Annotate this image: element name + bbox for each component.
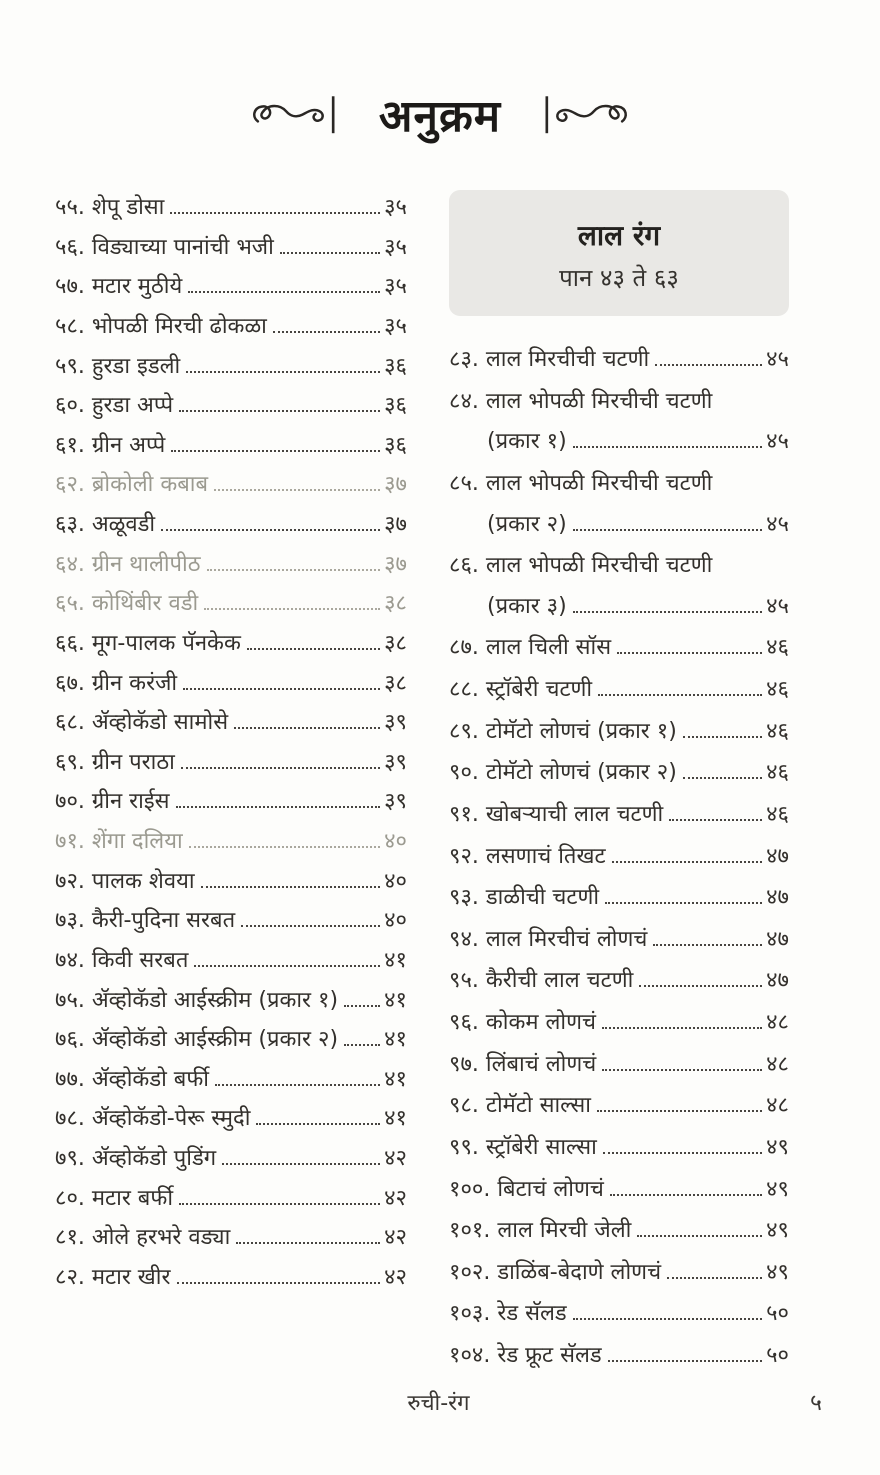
entry-page-number: ४६: [766, 801, 789, 827]
entry-number: ७८.: [55, 1106, 85, 1132]
toc-entry: [449, 1219, 789, 1244]
leader-dots: [603, 1152, 762, 1154]
entry-page-number: ४८: [766, 1051, 789, 1077]
leader-dots: [602, 1027, 762, 1029]
leader-dots: [183, 688, 380, 690]
toc-entry: [449, 678, 789, 703]
toc-entry: [55, 196, 407, 221]
entry-title: ॲव्होकॅडो बर्फी: [91, 1066, 210, 1092]
scroll-flourish-icon: [249, 87, 345, 141]
toc-entry: [449, 1094, 789, 1119]
leader-dots: [683, 736, 762, 738]
entry-page-number: ४१: [384, 1027, 407, 1053]
leader-dots: [598, 694, 762, 696]
entry-page-number: ३६: [384, 393, 407, 419]
toc-entry: [449, 348, 789, 373]
entry-title: ॲव्होकॅडो-पेरू स्मुदी: [91, 1106, 251, 1132]
entry-page-number: ४८: [766, 1010, 789, 1035]
toc-entry: [55, 632, 407, 657]
toc-entry: [449, 636, 789, 661]
entry-page-number: ३७: [384, 512, 407, 537]
toc-entry: [55, 1107, 407, 1132]
toc-entry: [449, 554, 789, 619]
entry-page-number: ४२: [384, 1264, 407, 1290]
entry-title: रेड फ्रूट सॅलड: [497, 1343, 602, 1368]
leader-dots: [201, 886, 381, 888]
toc-entry: [55, 989, 407, 1014]
toc-entry: [55, 236, 407, 261]
entry-number: ५८.: [55, 313, 85, 339]
toc-entry: [449, 1261, 789, 1286]
toc-entry: [55, 830, 407, 855]
entry-page-number: ४१: [384, 987, 407, 1013]
entry-title: लाल भोपळी मिरचीची चटणी: [485, 553, 713, 579]
entry-page-number: ४२: [384, 1185, 407, 1211]
leader-dots: [176, 806, 381, 808]
entry-page-number: ४९: [766, 1176, 789, 1202]
entry-page-number: ४५: [766, 593, 789, 619]
entry-page-number: ४२: [384, 1225, 407, 1251]
entry-number: ९६.: [449, 1010, 479, 1035]
toc-entry: [55, 513, 407, 538]
entry-number: १०२.: [449, 1259, 491, 1285]
entry-number: ८५.: [449, 470, 479, 496]
toc-entry: [449, 761, 789, 786]
entry-title: टोमॅटो लोणचं (प्रकार २): [485, 760, 677, 786]
entry-page-number: ४६: [766, 760, 789, 786]
leader-dots: [573, 529, 762, 531]
entry-title: हुरडा इडली: [91, 353, 181, 379]
entry-title: स्ट्रॉबेरी चटणी: [485, 677, 593, 702]
entry-page-number: ३८: [384, 591, 407, 617]
leader-dots: [608, 1360, 762, 1362]
leader-dots: [637, 1235, 762, 1237]
entry-title: अळूवडी: [91, 512, 156, 537]
entry-page-number: ४२: [384, 1146, 407, 1171]
entry-title: पालक शेवया: [91, 868, 195, 894]
section-title: लाल रंग: [577, 219, 661, 252]
toc-entry: [449, 472, 789, 537]
entry-title: मूग-पालक पॅनकेक: [91, 630, 241, 656]
toc-entry: [449, 1011, 789, 1036]
leader-dots: [573, 1318, 762, 1320]
entry-number: ७९.: [55, 1146, 85, 1171]
entry-number: ७३.: [55, 908, 85, 934]
toc-entry: [55, 1187, 407, 1212]
page-title: अनुक्रम: [378, 91, 502, 142]
entry-page-number: ४९: [766, 1134, 789, 1160]
entry-number: ६४.: [55, 551, 85, 577]
entry-page-number: ३७: [384, 472, 407, 498]
entry-number: १०३.: [449, 1301, 491, 1327]
entry-title: रेड सॅलड: [497, 1301, 567, 1327]
entry-page-number: ३५: [384, 195, 407, 220]
entry-number: ८७.: [449, 635, 479, 661]
entry-title: शेंगा दलिया: [91, 829, 183, 854]
leader-dots: [344, 1044, 380, 1046]
entry-page-number: ३६: [384, 432, 407, 458]
entry-page-number: ४९: [766, 1218, 789, 1244]
entry-number: ८३.: [449, 347, 479, 372]
entry-title: टोमॅटो साल्सा: [485, 1093, 591, 1119]
entry-title: शेपू डोसा: [91, 195, 165, 220]
entry-number: १०१.: [449, 1218, 491, 1244]
toc-entry: [449, 845, 789, 870]
entry-page-number: ४१: [384, 947, 407, 973]
leader-dots: [573, 611, 762, 613]
entry-title: डाळीची चटणी: [485, 885, 600, 911]
leader-dots: [161, 529, 380, 531]
toc-entry: [55, 1068, 407, 1093]
entry-title: स्ट्रॉबेरी साल्सा: [485, 1134, 597, 1160]
leader-dots: [602, 1069, 762, 1071]
leader-dots: [189, 846, 380, 848]
entry-page-number: ५०: [766, 1301, 789, 1327]
leader-dots: [234, 727, 380, 729]
entry-title: डाळिंब-बेदाणे लोणचं: [497, 1259, 662, 1285]
toc-entry: [55, 949, 407, 974]
entry-page-number: ४०: [384, 868, 407, 894]
section-box: [449, 190, 789, 316]
entry-number: ७४.: [55, 947, 85, 973]
leader-dots: [179, 410, 380, 412]
toc-entry: [55, 909, 407, 934]
leader-dots: [179, 1203, 380, 1205]
leader-dots: [170, 212, 380, 214]
toc-entry: [55, 1147, 407, 1172]
entry-title: कैरीची लाल चटणी: [485, 968, 634, 994]
leader-dots: [617, 652, 762, 654]
entry-page-number: ४९: [766, 1259, 789, 1285]
entry-title: मटार बर्फी: [91, 1185, 174, 1211]
toc-entry: [449, 969, 789, 994]
footer-book-title: रुची-रंग: [407, 1391, 470, 1416]
entry-title: भोपळी मिरची ढोकळा: [91, 313, 267, 339]
entry-number: ६२.: [55, 472, 85, 498]
entry-number: ६३.: [55, 512, 85, 537]
entry-page-number: ४०: [384, 908, 407, 934]
entry-number: ६७.: [55, 670, 85, 696]
entry-number: १००.: [449, 1176, 491, 1202]
leader-dots: [188, 291, 380, 293]
entry-title: किवी सरबत: [91, 947, 189, 973]
entry-title: ग्रीन पराठा: [91, 749, 175, 775]
leader-dots: [241, 925, 380, 927]
leader-dots: [344, 1005, 380, 1007]
entry-number: १०४.: [449, 1343, 491, 1368]
entry-page-number: ३५: [384, 313, 407, 339]
entry-subtitle: (प्रकार १): [487, 429, 567, 455]
entry-number: ६६.: [55, 630, 85, 656]
entry-title: ग्रीन थालीपीठ: [91, 551, 201, 577]
entry-title: बिटाचं लोणचं: [497, 1176, 604, 1202]
toc-entry: [449, 886, 789, 911]
leader-dots: [171, 450, 380, 452]
entry-number: ६१.: [55, 432, 85, 458]
leader-dots: [605, 902, 762, 904]
entry-page-number: ३५: [384, 234, 407, 260]
entry-number: ५६.: [55, 234, 85, 260]
leader-dots: [236, 1242, 380, 1244]
entry-title: कैरी-पुदिना सरबत: [91, 908, 236, 934]
entry-page-number: ४८: [766, 1093, 789, 1119]
toc-entry: [449, 720, 789, 745]
page-footer: [55, 1387, 822, 1417]
entry-number: ९९.: [449, 1134, 479, 1160]
entry-title: कोकम लोणचं: [485, 1010, 597, 1035]
entry-number: ९८.: [449, 1093, 479, 1119]
leader-dots: [573, 446, 762, 448]
toc-entry: [55, 1266, 407, 1291]
entry-page-number: ३८: [384, 670, 407, 696]
leader-dots: [222, 1163, 380, 1165]
entry-number: ५५.: [55, 195, 85, 220]
entry-number: ८०.: [55, 1185, 85, 1211]
entry-number: ८४.: [449, 388, 479, 414]
leader-dots: [273, 331, 380, 333]
toc-entry: [55, 1226, 407, 1251]
toc-entry: [449, 1302, 789, 1327]
leader-dots: [612, 861, 763, 863]
entry-number: ७६.: [55, 1027, 85, 1053]
toc-entry: [55, 355, 407, 380]
toc-entry: [55, 870, 407, 895]
entry-page-number: ४७: [766, 885, 789, 911]
entry-number: ७२.: [55, 868, 85, 894]
entry-number: ६५.: [55, 591, 85, 617]
entry-title: लिंबाचं लोणचं: [485, 1051, 597, 1077]
entry-page-number: ५०: [766, 1343, 789, 1368]
toc-entry: [55, 275, 407, 300]
toc-entry: [55, 315, 407, 340]
entry-number: ९७.: [449, 1051, 479, 1077]
entry-number: ८९.: [449, 718, 479, 744]
toc-entry: [55, 1028, 407, 1053]
toc-entry: [55, 592, 407, 617]
entry-number: ९१.: [449, 801, 479, 827]
leader-dots: [683, 777, 762, 779]
leader-dots: [639, 985, 762, 987]
leader-dots: [181, 767, 380, 769]
leader-dots: [207, 569, 381, 571]
leader-dots: [653, 944, 762, 946]
entry-number: ९२.: [449, 843, 479, 869]
entry-title: मटार मुठीये: [91, 274, 183, 300]
entry-title: ॲव्होकॅडो आईस्क्रीम (प्रकार २): [91, 1027, 339, 1053]
entry-number: ७०.: [55, 789, 85, 815]
entry-number: ८६.: [449, 553, 479, 579]
leader-dots: [667, 1277, 762, 1279]
leader-dots: [204, 608, 380, 610]
entry-page-number: ४६: [766, 718, 789, 744]
entry-title: ग्रीन करंजी: [91, 670, 178, 696]
scroll-flourish-icon: [535, 87, 631, 141]
leader-dots: [655, 364, 762, 366]
entry-title: लाल मिरची जेली: [497, 1218, 632, 1244]
entry-number: ८२.: [55, 1264, 85, 1290]
entry-title: ॲव्होकॅडो सामोसे: [91, 710, 229, 736]
entry-page-number: ४०: [384, 829, 407, 854]
toc-entry: [449, 1136, 789, 1161]
entry-number: ७७.: [55, 1066, 85, 1092]
entry-title: लाल भोपळी मिरचीची चटणी: [485, 388, 713, 414]
entry-page-number: ४६: [766, 677, 789, 702]
entry-page-number: ३७: [384, 551, 407, 577]
entry-number: ९०.: [449, 760, 479, 786]
toc-entry: [55, 553, 407, 578]
entry-title: ब्रोकोली कबाब: [91, 472, 209, 498]
entry-number: ६९.: [55, 749, 85, 775]
entry-title: ग्रीन अप्पे: [91, 432, 166, 458]
toc-entry: [55, 394, 407, 419]
entry-title: लसणाचं तिखट: [485, 843, 606, 869]
entry-subtitle: (प्रकार २): [487, 511, 567, 537]
toc-entry: [55, 672, 407, 697]
leader-dots: [215, 1084, 380, 1086]
toc-entry: [449, 928, 789, 953]
entry-number: ७१.: [55, 829, 85, 854]
entry-number: ५७.: [55, 274, 85, 300]
entry-title: लाल मिरचीचं लोणचं: [485, 926, 648, 952]
entry-number: ८८.: [449, 677, 479, 702]
toc-entry: [449, 803, 789, 828]
entry-page-number: ३५: [384, 274, 407, 300]
toc-list-right: [449, 348, 789, 1369]
toc-entry: [55, 711, 407, 736]
entry-number: ६८.: [55, 710, 85, 736]
entry-title: ॲव्होकॅडो पुडिंग: [91, 1146, 217, 1171]
entry-page-number: ३९: [384, 749, 407, 775]
entry-title: मटार खीर: [91, 1264, 171, 1290]
entry-page-number: ३८: [384, 630, 407, 656]
entry-title: विड्याच्या पानांची भजी: [91, 234, 274, 260]
page-header: [0, 0, 880, 144]
toc-entry: [449, 1053, 789, 1078]
toc-entry: [449, 390, 789, 455]
leader-dots: [194, 965, 380, 967]
entry-number: ६०.: [55, 393, 85, 419]
entry-subtitle: (प्रकार ३): [487, 593, 567, 619]
entry-number: ९३.: [449, 885, 479, 911]
entry-page-number: ४१: [384, 1066, 407, 1092]
leader-dots: [256, 1123, 380, 1125]
entry-number: ८१.: [55, 1225, 85, 1251]
entry-title: लाल मिरचीची चटणी: [485, 347, 650, 372]
toc-entry: [55, 751, 407, 776]
entry-title: टोमॅटो लोणचं (प्रकार १): [485, 718, 677, 744]
entry-page-number: ४५: [766, 429, 789, 455]
leader-dots: [280, 252, 380, 254]
entry-page-number: ४७: [766, 968, 789, 994]
entry-page-number: ४७: [766, 926, 789, 952]
entry-page-number: ४१: [384, 1106, 407, 1132]
leader-dots: [610, 1194, 762, 1196]
entry-page-number: ४६: [766, 635, 789, 661]
entry-page-number: ३९: [384, 710, 407, 736]
leader-dots: [669, 819, 762, 821]
toc-entry: [449, 1344, 789, 1369]
toc-entry: [55, 473, 407, 498]
entry-page-number: ३९: [384, 789, 407, 815]
toc-entry: [55, 790, 407, 815]
entry-title: ॲव्होकॅडो आईस्क्रीम (प्रकार १): [91, 987, 339, 1013]
entry-title: लाल चिली सॉस: [485, 635, 612, 661]
toc-columns: [55, 190, 830, 1386]
entry-page-number: ३६: [384, 353, 407, 379]
toc-entry: [55, 434, 407, 459]
toc-column-left: [55, 190, 407, 1386]
entry-page-number: ४५: [766, 511, 789, 537]
leader-dots: [214, 489, 380, 491]
entry-number: ९५.: [449, 968, 479, 994]
entry-title: कोथिंबीर वडी: [91, 591, 199, 617]
entry-page-number: ४७: [766, 843, 789, 869]
leader-dots: [177, 1282, 381, 1284]
leader-dots: [597, 1110, 762, 1112]
entry-number: ९४.: [449, 926, 479, 952]
entry-title: लाल भोपळी मिरचीची चटणी: [485, 470, 713, 496]
entry-number: ५९.: [55, 353, 85, 379]
entry-title: खोबऱ्याची लाल चटणी: [485, 801, 664, 827]
toc-entry: [449, 1178, 789, 1203]
leader-dots: [247, 648, 380, 650]
section-page-range: पान ४३ ते ६३: [559, 264, 679, 292]
entry-title: ग्रीन राईस: [91, 789, 170, 815]
entry-title: ओले हरभरे वड्या: [91, 1225, 231, 1251]
entry-number: ७५.: [55, 987, 85, 1013]
entry-title: हुरडा अप्पे: [91, 393, 174, 419]
footer-page-number: ५: [810, 1390, 822, 1416]
leader-dots: [186, 371, 380, 373]
toc-column-right: [449, 190, 789, 1386]
entry-page-number: ४५: [766, 347, 789, 372]
